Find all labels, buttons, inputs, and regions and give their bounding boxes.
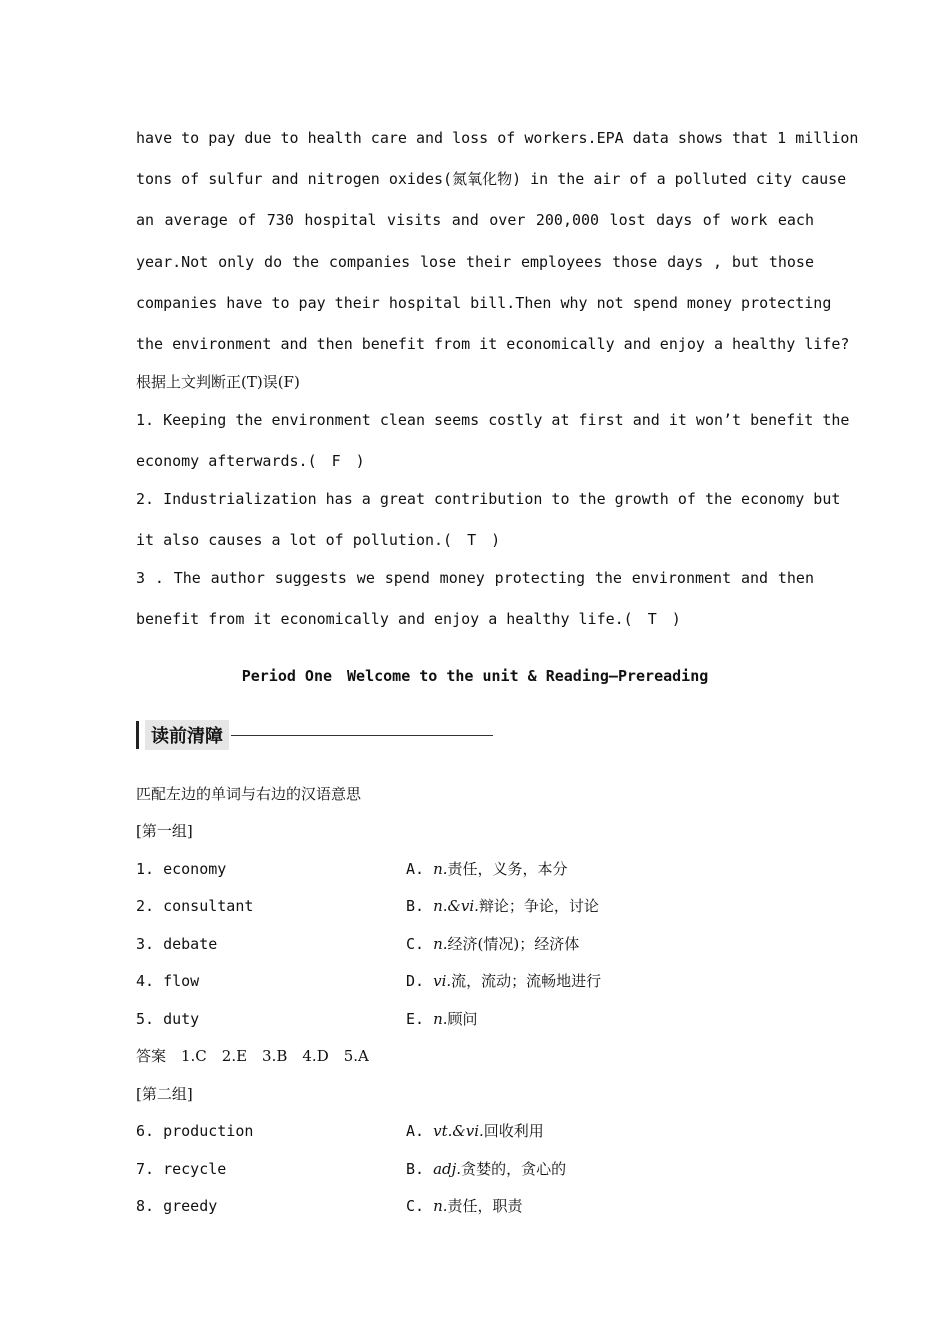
answer-key: 答案 1.C 2.E 3.B 4.D 5.A	[136, 1047, 369, 1065]
match-meaning: B. adj.贪婪的，贪心的	[406, 1160, 567, 1178]
passage-line: companies have to pay their hospital bill.Then why not spend money protecting	[136, 294, 832, 312]
passage-line: the environment and then benefit from it economically and enjoy a healthy life?	[136, 335, 850, 353]
match-row	[136, 971, 814, 991]
passage-line: year.Not only do the companies lose their employees those days , but those	[136, 253, 814, 271]
match-word: 1. economy	[136, 860, 227, 878]
match-meaning: C. n.经济(情况)；经济体	[406, 935, 580, 953]
passage-line: tons of sulfur and nitrogen oxides(氮氧化物) in the air of a polluted city cause	[136, 170, 847, 188]
match-word: 4. flow	[136, 972, 200, 990]
match-meaning: E. n.顾问	[406, 1010, 478, 1028]
tf-instruction: 根据上文判断正(T)误(F)	[136, 373, 300, 391]
match-word: 6. production	[136, 1122, 254, 1140]
tf-question-line: economy afterwards.( F )	[136, 452, 365, 470]
match-word: 5. duty	[136, 1010, 200, 1028]
match-row	[136, 934, 814, 954]
match-meaning: C. n.责任，职责	[406, 1197, 523, 1215]
passage-line: an average of 730 hospital visits and over 200,000 lost days of work each	[136, 211, 814, 229]
match-meaning: D. vi.流，流动；流畅地进行	[406, 972, 602, 990]
section-rule	[231, 735, 493, 736]
tf-question-line: 2. Industrialization has a great contribution to the growth of the economy but	[136, 490, 841, 508]
match-row	[136, 1009, 814, 1029]
period-title: Period One Welcome to the unit & Reading—Prereading	[241, 667, 709, 685]
group-label: [第一组]	[136, 822, 193, 840]
match-meaning: A. vt.&vi.回收利用	[406, 1122, 544, 1140]
tf-question-line: it also causes a lot of pollution.( T )	[136, 531, 501, 549]
passage-line: have to pay due to health care and loss of workers.EPA data shows that 1 million	[136, 129, 859, 147]
match-row	[136, 1159, 814, 1179]
match-row	[136, 1121, 814, 1141]
section-bar	[136, 721, 139, 749]
match-meaning: B. n.&vi.辩论；争论，讨论	[406, 897, 599, 915]
tf-question-line: 3 . The author suggests we spend money protecting the environment and then	[136, 569, 814, 587]
match-row	[136, 859, 814, 879]
tf-question-line: 1. Keeping the environment clean seems costly at first and it won’t benefit the	[136, 411, 850, 429]
section-header	[136, 720, 493, 750]
group-label: [第二组]	[136, 1085, 193, 1103]
tf-question-line: benefit from it economically and enjoy a healthy life.( T )	[136, 610, 681, 628]
match-word: 8. greedy	[136, 1197, 218, 1215]
match-row	[136, 896, 814, 916]
match-meaning: A. n.责任，义务，本分	[406, 860, 568, 878]
match-word: 3. debate	[136, 935, 218, 953]
match-word: 7. recycle	[136, 1160, 227, 1178]
match-row	[136, 1196, 814, 1216]
match-word: 2. consultant	[136, 897, 254, 915]
match-instruction: 匹配左边的单词与右边的汉语意思	[136, 785, 362, 803]
section-label: 读前清障	[145, 720, 229, 750]
